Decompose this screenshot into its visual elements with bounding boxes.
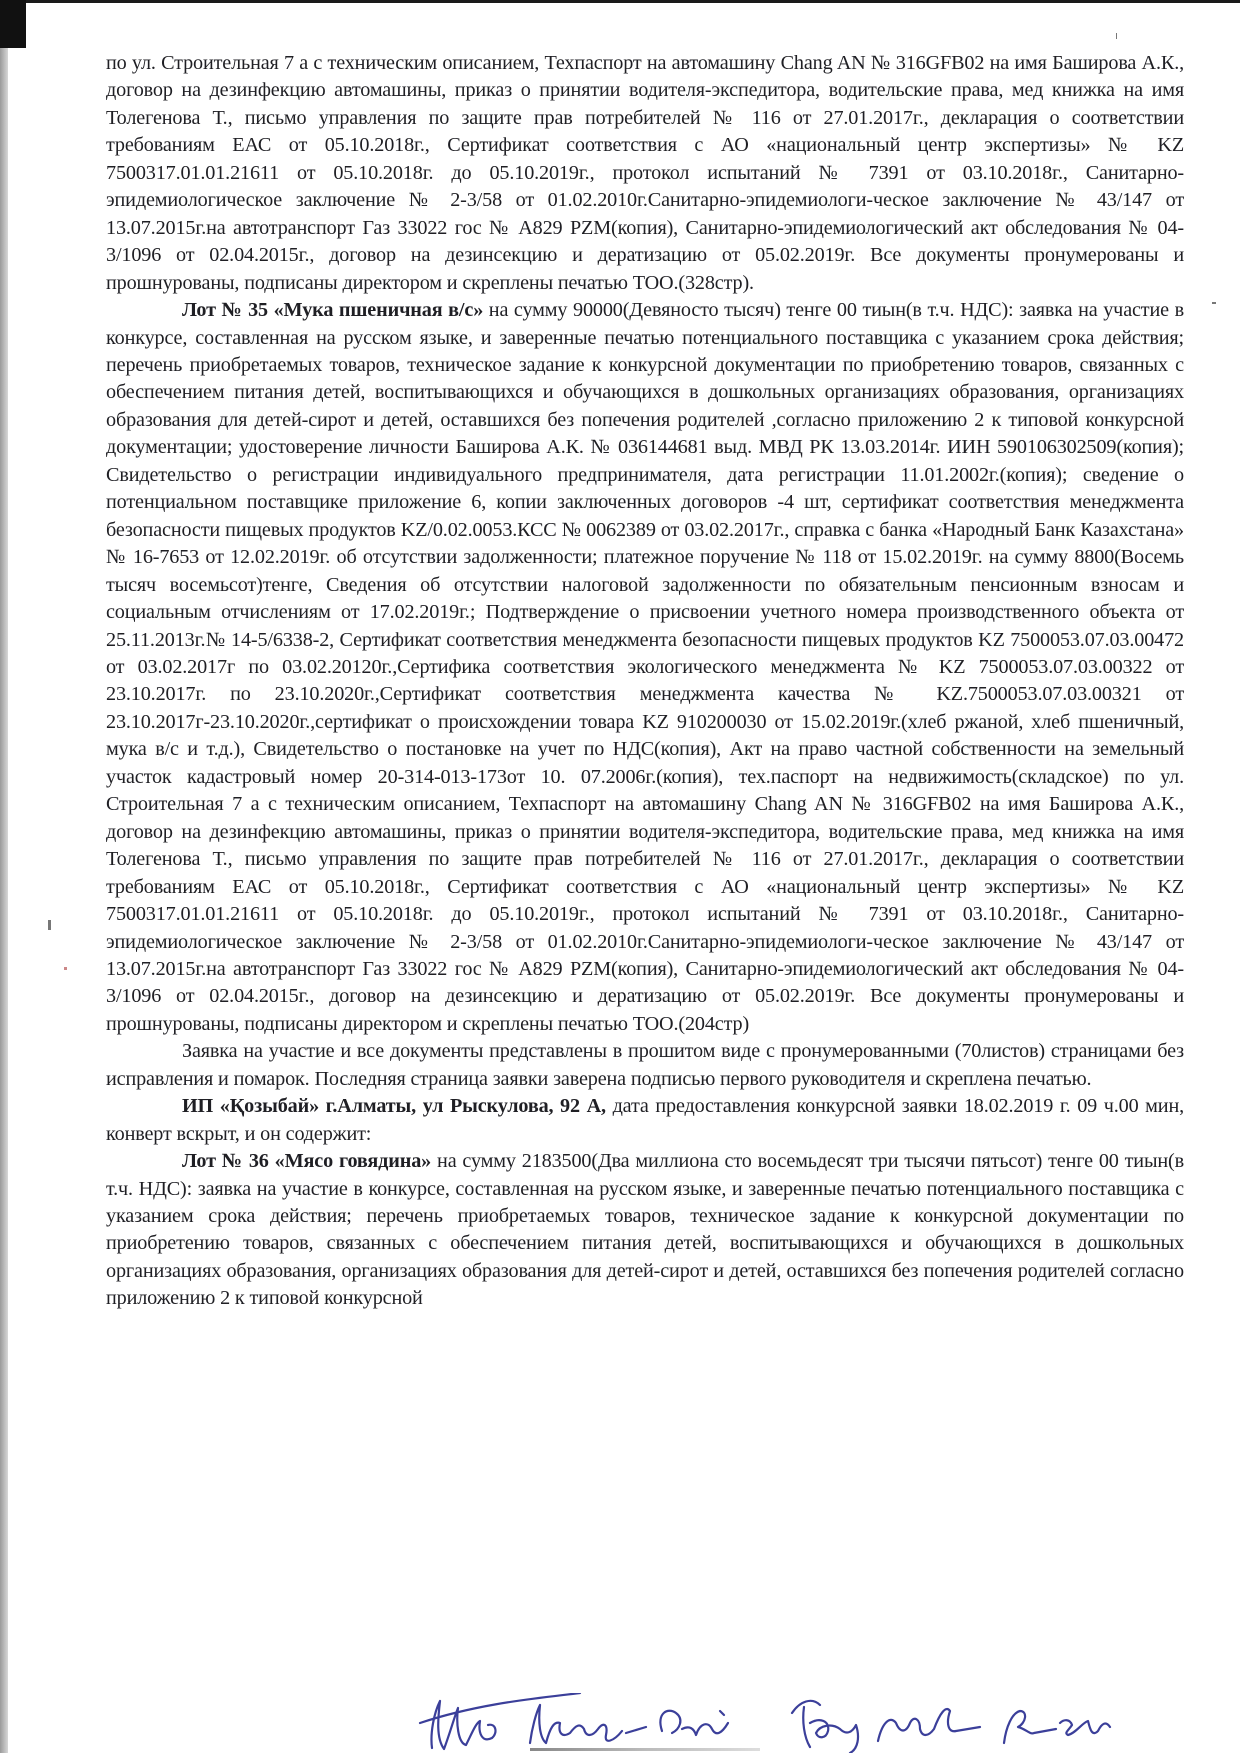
- scan-speck: [1212, 302, 1216, 304]
- handwritten-signatures: [400, 1693, 1240, 1753]
- scan-border-top: [0, 0, 1240, 3]
- supplier-body: дата предоставления конкурсной заявки 18.02.2019 г. 09 ч.00 мин, конверт вскрыт, и он содержит:: [106, 1095, 1185, 1145]
- scan-speck: [64, 967, 67, 970]
- scan-border-left: [0, 0, 8, 1753]
- signature-2: [530, 1705, 646, 1743]
- supplier-name: ИП «Қозыбай» г.Алматы, ул Рыскулова, 92 А,: [182, 1095, 606, 1118]
- document-body: [106, 50, 1184, 1313]
- lot-36-title: Лот № 36 «Мясо говядина»: [182, 1150, 432, 1173]
- signature-1: [420, 1693, 580, 1749]
- scan-smudge: [530, 1748, 760, 1751]
- signature-3: [660, 1711, 728, 1735]
- scan-speck: [1116, 33, 1117, 39]
- signatures-area: [400, 1693, 1240, 1753]
- scan-corner-shadow: [0, 0, 26, 48]
- signature-4: [792, 1701, 858, 1753]
- signature-6: [1004, 1711, 1110, 1743]
- paragraph-summary: Заявка на участие и все документы представлены в прошитом виде с пронумерованными (70листов) страницами без исправления и помарок. Последняя страница заявки заверена подписью первого руководителя и скреплена печатью.: [106, 1040, 1184, 1090]
- lot-35-body: на сумму 90000(Девяносто тысяч) тенге 00 тиын(в т.ч. НДС): заявка на участие в конкурсе, составленная на русском языке, и заверенные печатью потенциального поставщика с указанием срока действия; перечень приобретаемых товаров, техническое задание к конкурсной документации по приобретению товаров, связанных с обеспечением питания детей, воспитывающихся и обучающихся в дошкольных организациях образования, организациях образования для детей-сирот и детей, оставшихся без попечения родителей ,согласно приложению 2 к типовой конкурсной документации; удостоверение личности Баширова А.К. № 036144681 выд. МВД РК 13.03.2014г. ИИН 590106302509(копия); Свидетельство о регистрации индивидуального предпринимателя, дата регистрации 11.01.2002г.(копия); сведение о потенциальном поставщике приложение 6, копии заключенных договоров -4 шт, сертификат соответствия менеджмента безопасности пищевых продуктов KZ/0.02.0053.КСС № 0062389 от 03.02.2017г., справка с банка «Народный Банк Казахстана» № 16-7653 от 12.02.2019г. об отсутствии задолженности; платежное поручение № 118 от 15.02.2019г. на сумму 8800(Восемь тысяч восемьсот)тенге, Сведения об отсутствии налоговой задолженности по обязательным пенсионным взносам и социальным отчислениям от 17.02.2019г.; Подтверждение о присвоении учетного номера производственного объекта от 25.11.2013г.№ 14-5/6338-2, Сертификат соответствия менеджмента безопасности пищевых продуктов KZ 7500053.07.03.00472 от 03.02.2017г по 03.02.20120г.,Сертифика соответствия экологического менеджмента № KZ 7500053.07.03.00322 от 23.10.2017г. по 23.10.2020г.,Сертификат соответствия менеджмента качества № KZ.7500053.07.03.00321 от 23.10.2017г-23.10.2020г.,сертификат о происхождении товара KZ 910200030 от 15.02.2019г.(хлеб ржаной, хлеб пшеничный, мука в/с и т.д.), Свидетельство о постановке на учет по НДС(копия), Акт на право частной собственности на земельный участок кадастровый номер 20-314-013-173от 10. 07.2006г.(копия), тех.паспорт на недвижимость(складское) по ул. Строительная 7 а с техническим описанием, Техпаспорт на автомашину Chang AN № 316GFB02 на имя Баширова А.К., договор на дезинфекцию автомашины, приказ о принятии водителя-экспедитора, водительские права, мед книжка на имя Толегенова Т., письмо управления по защите прав потребителей № 116 от 27.01.2017г., декларация о соответствии требованиям ЕАС от 05.10.2018г., Сертификат соответствия с АО «национальный центр экспертизы» № KZ 7500317.01.01.21611 от 05.10.2018г. до 05.10.2019г., протокол испытаний № 7391 от 03.10.2018г., Санитарно-эпидемиологическое заключение № 2-3/58 от 01.02.2010г.Санитарно-эпидемиологи-ческое заключение № 43/147 от 13.07.2015г.на автотранспорт Газ 33022 гос № А829 PZM(копия), Санитарно-эпидемиологический акт обследования № 04-3/1096 от 02.04.2015г., договор на дезинсекцию и дератизацию от 05.02.2019г. Все документы пронумерованы и прошнурованы, подписаны директором и скреплены печатью ТОО.(204стр): [106, 299, 1184, 1035]
- lot-36-body: на сумму 2183500(Два миллиона сто восемьдесят три тысячи пятьсот) тенге 00 тиын(в т.ч. НДС): заявка на участие в конкурсе, составленная на русском языке, и заверенные печатью потенциального поставщика с указанием срока действия; перечень приобретаемых товаров, техническое задание к конкурсной документации по приобретению товаров, связанных с обеспечением питания детей, воспитывающихся и обучающихся в дошкольных организациях образования, организациях образования для детей-сирот и детей, оставшихся без попечения родителей согласно приложению 2 к типовой конкурсной: [106, 1150, 1184, 1310]
- lot-35-title: Лот № 35 «Мука пшеничная в/с»: [182, 299, 484, 322]
- paragraph-lot-36: [106, 1148, 1184, 1313]
- paragraph-supplier: [106, 1093, 1184, 1148]
- paragraph-lot-35: [106, 297, 1184, 1038]
- signature-5: [878, 1709, 980, 1741]
- paragraph-continuation: по ул. Строительная 7 а с техническим описанием, Техпаспорт на автомашину Chang AN № 316GFB02 на имя Баширова А.К., договор на дезинфекцию автомашины, приказ о принятии водителя-экспедитора, водительские права, мед книжка на имя Толегенова Т., письмо управления по защите прав потребителей № 116 от 27.01.2017г., декларация о соответствии требованиям ЕАС от 05.10.2018г., Сертификат соответствия с АО «национальный центр экспертизы» № KZ 7500317.01.01.21611 от 05.10.2018г. до 05.10.2019г., протокол испытаний № 7391 от 03.10.2018г., Санитарно-эпидемиологическое заключение № 2-3/58 от 01.02.2010г.Санитарно-эпидемиологи-ческое заключение № 43/147 от 13.07.2015г.на автотранспорт Газ 33022 гос № А829 PZM(копия), Санитарно-эпидемиологический акт обследования № 04-3/1096 от 02.04.2015г., договор на дезинсекцию и дератизацию от 05.02.2019г. Все документы пронумерованы и прошнурованы, подписаны директором и скреплены печатью ТОО.(328стр).: [106, 52, 1184, 294]
- scan-speck: [48, 920, 51, 930]
